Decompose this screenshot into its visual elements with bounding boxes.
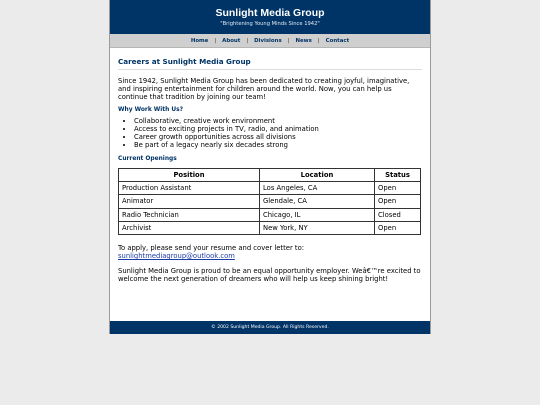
cell-location: Glendale, CA [260,195,375,208]
nav-link-about[interactable]: About [222,37,241,44]
openings-table [118,168,421,235]
cell-status: Open [375,181,421,194]
site-header [110,0,430,34]
site-title: Sunlight Media Group [215,7,325,19]
closing-paragraph: Sunlight Media Group is proud to be an equal opportunity employer. Weâ€™re excited to welcome the next generation of dreamers who will help us keep shining bright! [118,267,421,284]
list-item: • Career growth opportunities across all divisions [134,134,422,142]
cell-position: Archivist [119,221,260,234]
site-tagline: "Brightening Young Minds Since 1942" [220,21,320,27]
openings-heading: Current Openings [118,155,177,162]
cell-status: Closed [375,208,421,221]
main-content [110,48,430,283]
footer-copyright: © 2002 Sunlight Media Group. All Rights Reserved. [211,325,329,330]
page-title: Careers at Sunlight Media Group [118,57,422,70]
nav-link-divisions[interactable]: Divisions [254,37,282,44]
cell-position: Animator [119,195,260,208]
nav-bar [110,34,430,48]
cell-location: Los Angeles, CA [260,181,375,194]
column-header-position: Position [119,168,260,181]
cell-location: New York, NY [260,221,375,234]
page-container [109,0,431,334]
column-header-status: Status [375,168,421,181]
cell-status: Open [375,195,421,208]
intro-paragraph: Since 1942, Sunlight Media Group has been dedicated to creating joyful, imaginative, and inspiring entertainment for children around the world. Now, you can help us continue that tradition by joining our team! [118,77,410,101]
apply-text: To apply, please send your resume and cover letter to: [118,244,305,253]
list-item: • Collaborative, creative work environment [134,118,422,126]
nav-link-news[interactable]: News [295,37,312,44]
column-header-location: Location [260,168,375,181]
why-heading: Why Work With Us? [118,107,184,113]
cell-status: Open [375,221,421,234]
apply-email-link[interactable]: sunlightmediagroup@outlook.com [118,252,235,261]
list-item: • Access to exciting projects in TV, radio, and animation [134,126,422,134]
table-row [119,221,421,234]
nav-separator: | [214,37,217,44]
table-row [119,181,421,194]
site-footer [110,321,430,334]
benefits-list [118,118,422,150]
cell-location: Chicago, IL [260,208,375,221]
nav-link-contact[interactable]: Contact [325,37,350,44]
list-item: • Be part of a legacy nearly six decades strong [134,142,422,150]
table-row [119,195,421,208]
table-row [119,208,421,221]
nav-separator: | [246,37,249,44]
cell-position: Radio Technician [119,208,260,221]
apply-paragraph [118,244,422,260]
nav-link-home[interactable]: Home [190,37,209,44]
table-header-row [119,168,421,181]
nav-separator: | [317,37,320,44]
nav-separator: | [287,37,290,44]
cell-position: Production Assistant [119,181,260,194]
